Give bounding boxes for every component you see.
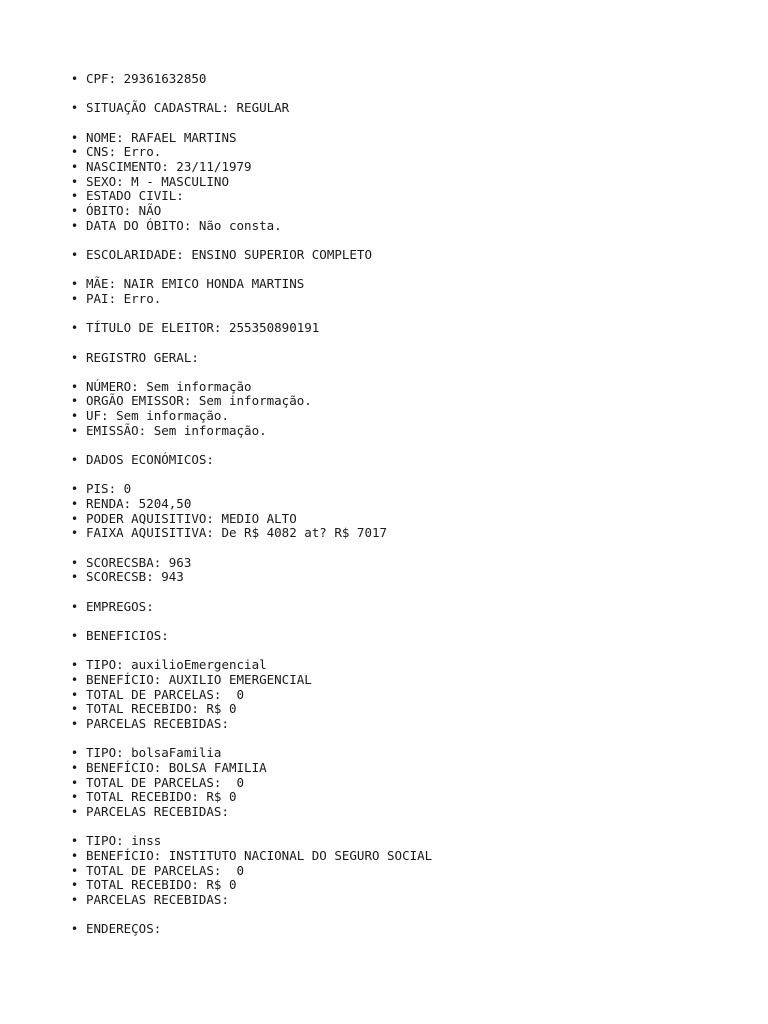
list-item: • BENEFÍCIO: AUXILIO EMERGENCIAL (0, 673, 768, 688)
list-item: • FAIXA AQUISITIVA: De R$ 4082 at? R$ 7017 (0, 526, 768, 541)
benefits-header (0, 629, 768, 644)
list-item: • BENEFÍCIO: INSTITUTO NACIONAL DO SEGURO SOCIAL (0, 849, 768, 864)
benefit-bolsa-familia (0, 746, 768, 819)
list-item: • UF: Sem informação. (0, 409, 768, 424)
list-item: • EMISSÃO: Sem informação. (0, 424, 768, 439)
list-item: • CNS: Erro. (0, 145, 768, 160)
list-item: • DATA DO ÓBITO: Não consta. (0, 219, 768, 234)
list-item: • ESCOLARIDADE: ENSINO SUPERIOR COMPLETO (0, 248, 768, 263)
list-item: • NOME: RAFAEL MARTINS (0, 131, 768, 146)
list-item: • TOTAL RECEBIDO: R$ 0 (0, 702, 768, 717)
parents-section (0, 277, 768, 306)
personal-info-section (0, 131, 768, 234)
voter-id-section (0, 321, 768, 336)
list-item: • SEXO: M - MASCULINO (0, 175, 768, 190)
list-item: • PODER AQUISITIVO: MEDIO ALTO (0, 512, 768, 527)
list-item: • BENEFICIOS: (0, 629, 768, 644)
list-item: • TOTAL RECEBIDO: R$ 0 (0, 878, 768, 893)
list-item: • NASCIMENTO: 23/11/1979 (0, 160, 768, 175)
benefit-emergency-aid (0, 658, 768, 731)
jobs-header (0, 600, 768, 615)
list-item: • NÚMERO: Sem informação (0, 380, 768, 395)
economic-data-header (0, 453, 768, 468)
list-item: • PARCELAS RECEBIDAS: (0, 805, 768, 820)
list-item: • TOTAL DE PARCELAS: 0 (0, 864, 768, 879)
list-item: • TOTAL DE PARCELAS: 0 (0, 776, 768, 791)
list-item: • PARCELAS RECEBIDAS: (0, 717, 768, 732)
addresses-header (0, 922, 768, 937)
list-item: • REGISTRO GERAL: (0, 351, 768, 366)
list-item: • TIPO: bolsaFamilia (0, 746, 768, 761)
list-item: • ÓBITO: NÃO (0, 204, 768, 219)
list-item: • CPF: 29361632850 (0, 72, 768, 87)
list-item: • TOTAL RECEBIDO: R$ 0 (0, 790, 768, 805)
list-item: • MÃE: NAIR EMICO HONDA MARTINS (0, 277, 768, 292)
list-item: • PAI: Erro. (0, 292, 768, 307)
list-item: • SCORECSBA: 963 (0, 556, 768, 571)
list-item: • PARCELAS RECEBIDAS: (0, 893, 768, 908)
list-item: • RENDA: 5204,50 (0, 497, 768, 512)
economic-data-section (0, 482, 768, 541)
list-item: • SCORECSB: 943 (0, 570, 768, 585)
education-section (0, 248, 768, 263)
list-item: • ORGÃO EMISSOR: Sem informação. (0, 394, 768, 409)
cpf-section (0, 72, 768, 87)
list-item: • TIPO: auxilioEmergencial (0, 658, 768, 673)
list-item: • TOTAL DE PARCELAS: 0 (0, 688, 768, 703)
benefit-inss (0, 834, 768, 907)
list-item: • EMPREGOS: (0, 600, 768, 615)
list-item: • BENEFÍCIO: BOLSA FAMILIA (0, 761, 768, 776)
list-item: • DADOS ECONÓMICOS: (0, 453, 768, 468)
list-item: • TÍTULO DE ELEITOR: 255350890191 (0, 321, 768, 336)
list-item: • SITUAÇÃO CADASTRAL: REGULAR (0, 101, 768, 116)
general-registry-header (0, 351, 768, 366)
list-item: • PIS: 0 (0, 482, 768, 497)
scores-section (0, 556, 768, 585)
general-registry-section (0, 380, 768, 439)
document-body (0, 72, 768, 952)
registration-status-section (0, 101, 768, 116)
list-item: • TIPO: inss (0, 834, 768, 849)
list-item: • ESTADO CIVIL: (0, 189, 768, 204)
list-item: • ENDEREÇOS: (0, 922, 768, 937)
